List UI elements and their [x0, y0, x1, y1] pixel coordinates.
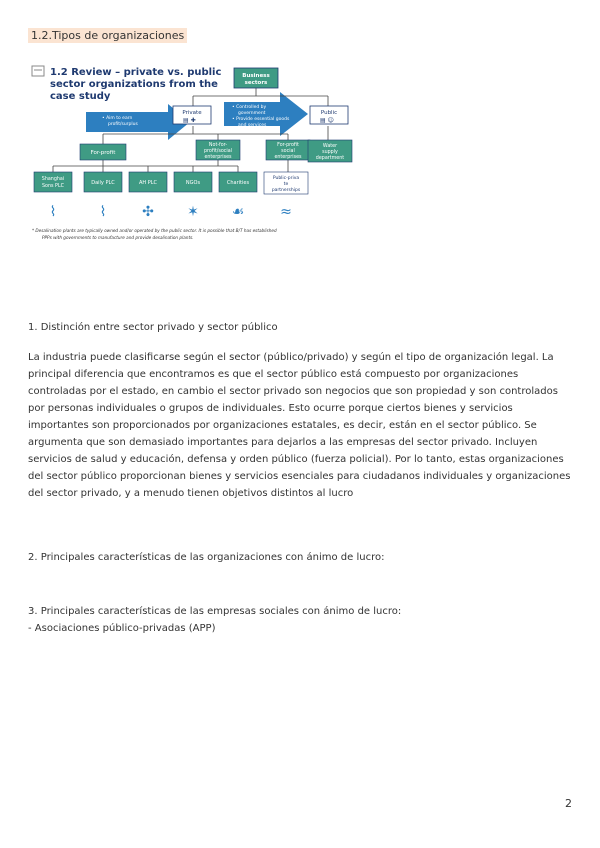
diagram-title-2: sector organizations from the: [50, 79, 218, 90]
star-hands-icon: ✶: [187, 204, 199, 220]
section-1-title: 1. Distinción entre sector privado y sector público: [28, 322, 278, 333]
forprofit-social-label-1: For-profit: [277, 143, 299, 148]
diagram-title-3: case study: [50, 91, 111, 102]
business-label-1: Business: [242, 73, 270, 79]
notforprofit-label-1: Not-for-: [208, 143, 228, 148]
arrow-right: [224, 92, 308, 136]
public-icons: ▤ ☺: [320, 117, 334, 124]
diagram-footnote-1: * Desalination plants are typically owned and/or operated by the public sector. It is possible that B/T has established: [32, 228, 277, 233]
forprofit-label: For-profit: [90, 150, 116, 156]
private-note-4: profit/surplus: [108, 122, 138, 127]
forprofit-social-label-2: social: [281, 149, 295, 154]
sector-diagram: [28, 62, 382, 252]
public-label: Public: [320, 110, 338, 116]
category-3-label: AH PLC: [138, 180, 158, 186]
helping-hand-icon: ☙: [231, 204, 245, 220]
section-heading: 1.2.Tipos de organizaciones: [28, 28, 187, 43]
category-1-label-2: Sons PLC: [42, 184, 64, 189]
private-icons: ▤ ✚: [183, 117, 196, 124]
business-label-2: sectors: [244, 80, 268, 86]
public-note-4: and services: [238, 123, 267, 128]
notforprofit-label-2: profit/social: [203, 149, 233, 154]
diagram-footnote-2: PPPs with governments to manufacture and provide desalination plants.: [42, 235, 194, 240]
category-6-label-3: partnerships: [271, 188, 301, 193]
private-label: Private: [182, 110, 202, 116]
category-5-label: Charities: [226, 180, 250, 186]
category-4-label: NGOs: [185, 180, 201, 186]
private-note-3: • Aim to earn: [102, 116, 133, 121]
forprofit-social-label-3: enterprises: [274, 155, 302, 160]
category-2-label: Daily PLC: [91, 180, 115, 186]
public-note-3: • Provide essential goods: [232, 117, 290, 122]
section-3-item-1: - Asociaciones público-privadas (APP): [28, 623, 216, 634]
page-number: 2: [565, 797, 572, 810]
public-note-1: • Controlled by: [232, 105, 267, 110]
water-label-1: Water: [322, 144, 338, 149]
wind-turbine-icon: ✣: [142, 204, 154, 220]
section-3-title: 3. Principales características de las empresas sociales con ánimo de lucro:: [28, 606, 402, 617]
section-1-body: La industria puede clasificarse según el sector (público/privado) y según el tipo de organización legal. La principal diferencia que encontramos es que el sector público está compuesto por organizaciones controladas por el estado, en cambio el sector privado son negocios que son propiedad y son controlados por personas individuales o grupos de individuales. Esto ocurre porque ciertos bienes y servicios importantes son proporcionados por organizaciones estatales, es decir, están en el sector público. Se argumenta que son demasiado importantes para dejarlos a las empresas del sector privado. Incluyen servicios de salud y educación, defensa y orden público (fuerza policial). Por lo tanto, estas organizaciones del sector público proporcionan bienes y servicios esenciales para ciudadanos individuales y organizaciones del sector privado, y a menudo tienen objetivos distintos al lucro: [28, 352, 571, 499]
water-label-2: supply: [322, 150, 338, 155]
section-2-title: 2. Principales características de las organizaciones con ánimo de lucro:: [28, 552, 385, 563]
category-1-label-1: Shanghai: [41, 177, 65, 182]
water-tap-icon: ⌇: [99, 204, 107, 220]
water-tap-icon: ⌇: [49, 204, 57, 220]
public-note-2: government: [238, 111, 266, 116]
private-note-2: individuals: [108, 109, 133, 114]
wave-icon: ≈: [280, 204, 292, 220]
diagram-title-1: 1.2 Review – private vs. public: [50, 67, 222, 78]
category-6-label-1: Public-priva: [272, 176, 300, 181]
category-6-label-2: te: [283, 182, 289, 187]
slide-icon: [32, 66, 44, 76]
water-label-3: department: [315, 156, 345, 161]
notforprofit-label-3: enterprises: [204, 155, 232, 160]
category-boxes: [34, 172, 308, 194]
private-note-1: • Owned by private: [102, 103, 147, 108]
